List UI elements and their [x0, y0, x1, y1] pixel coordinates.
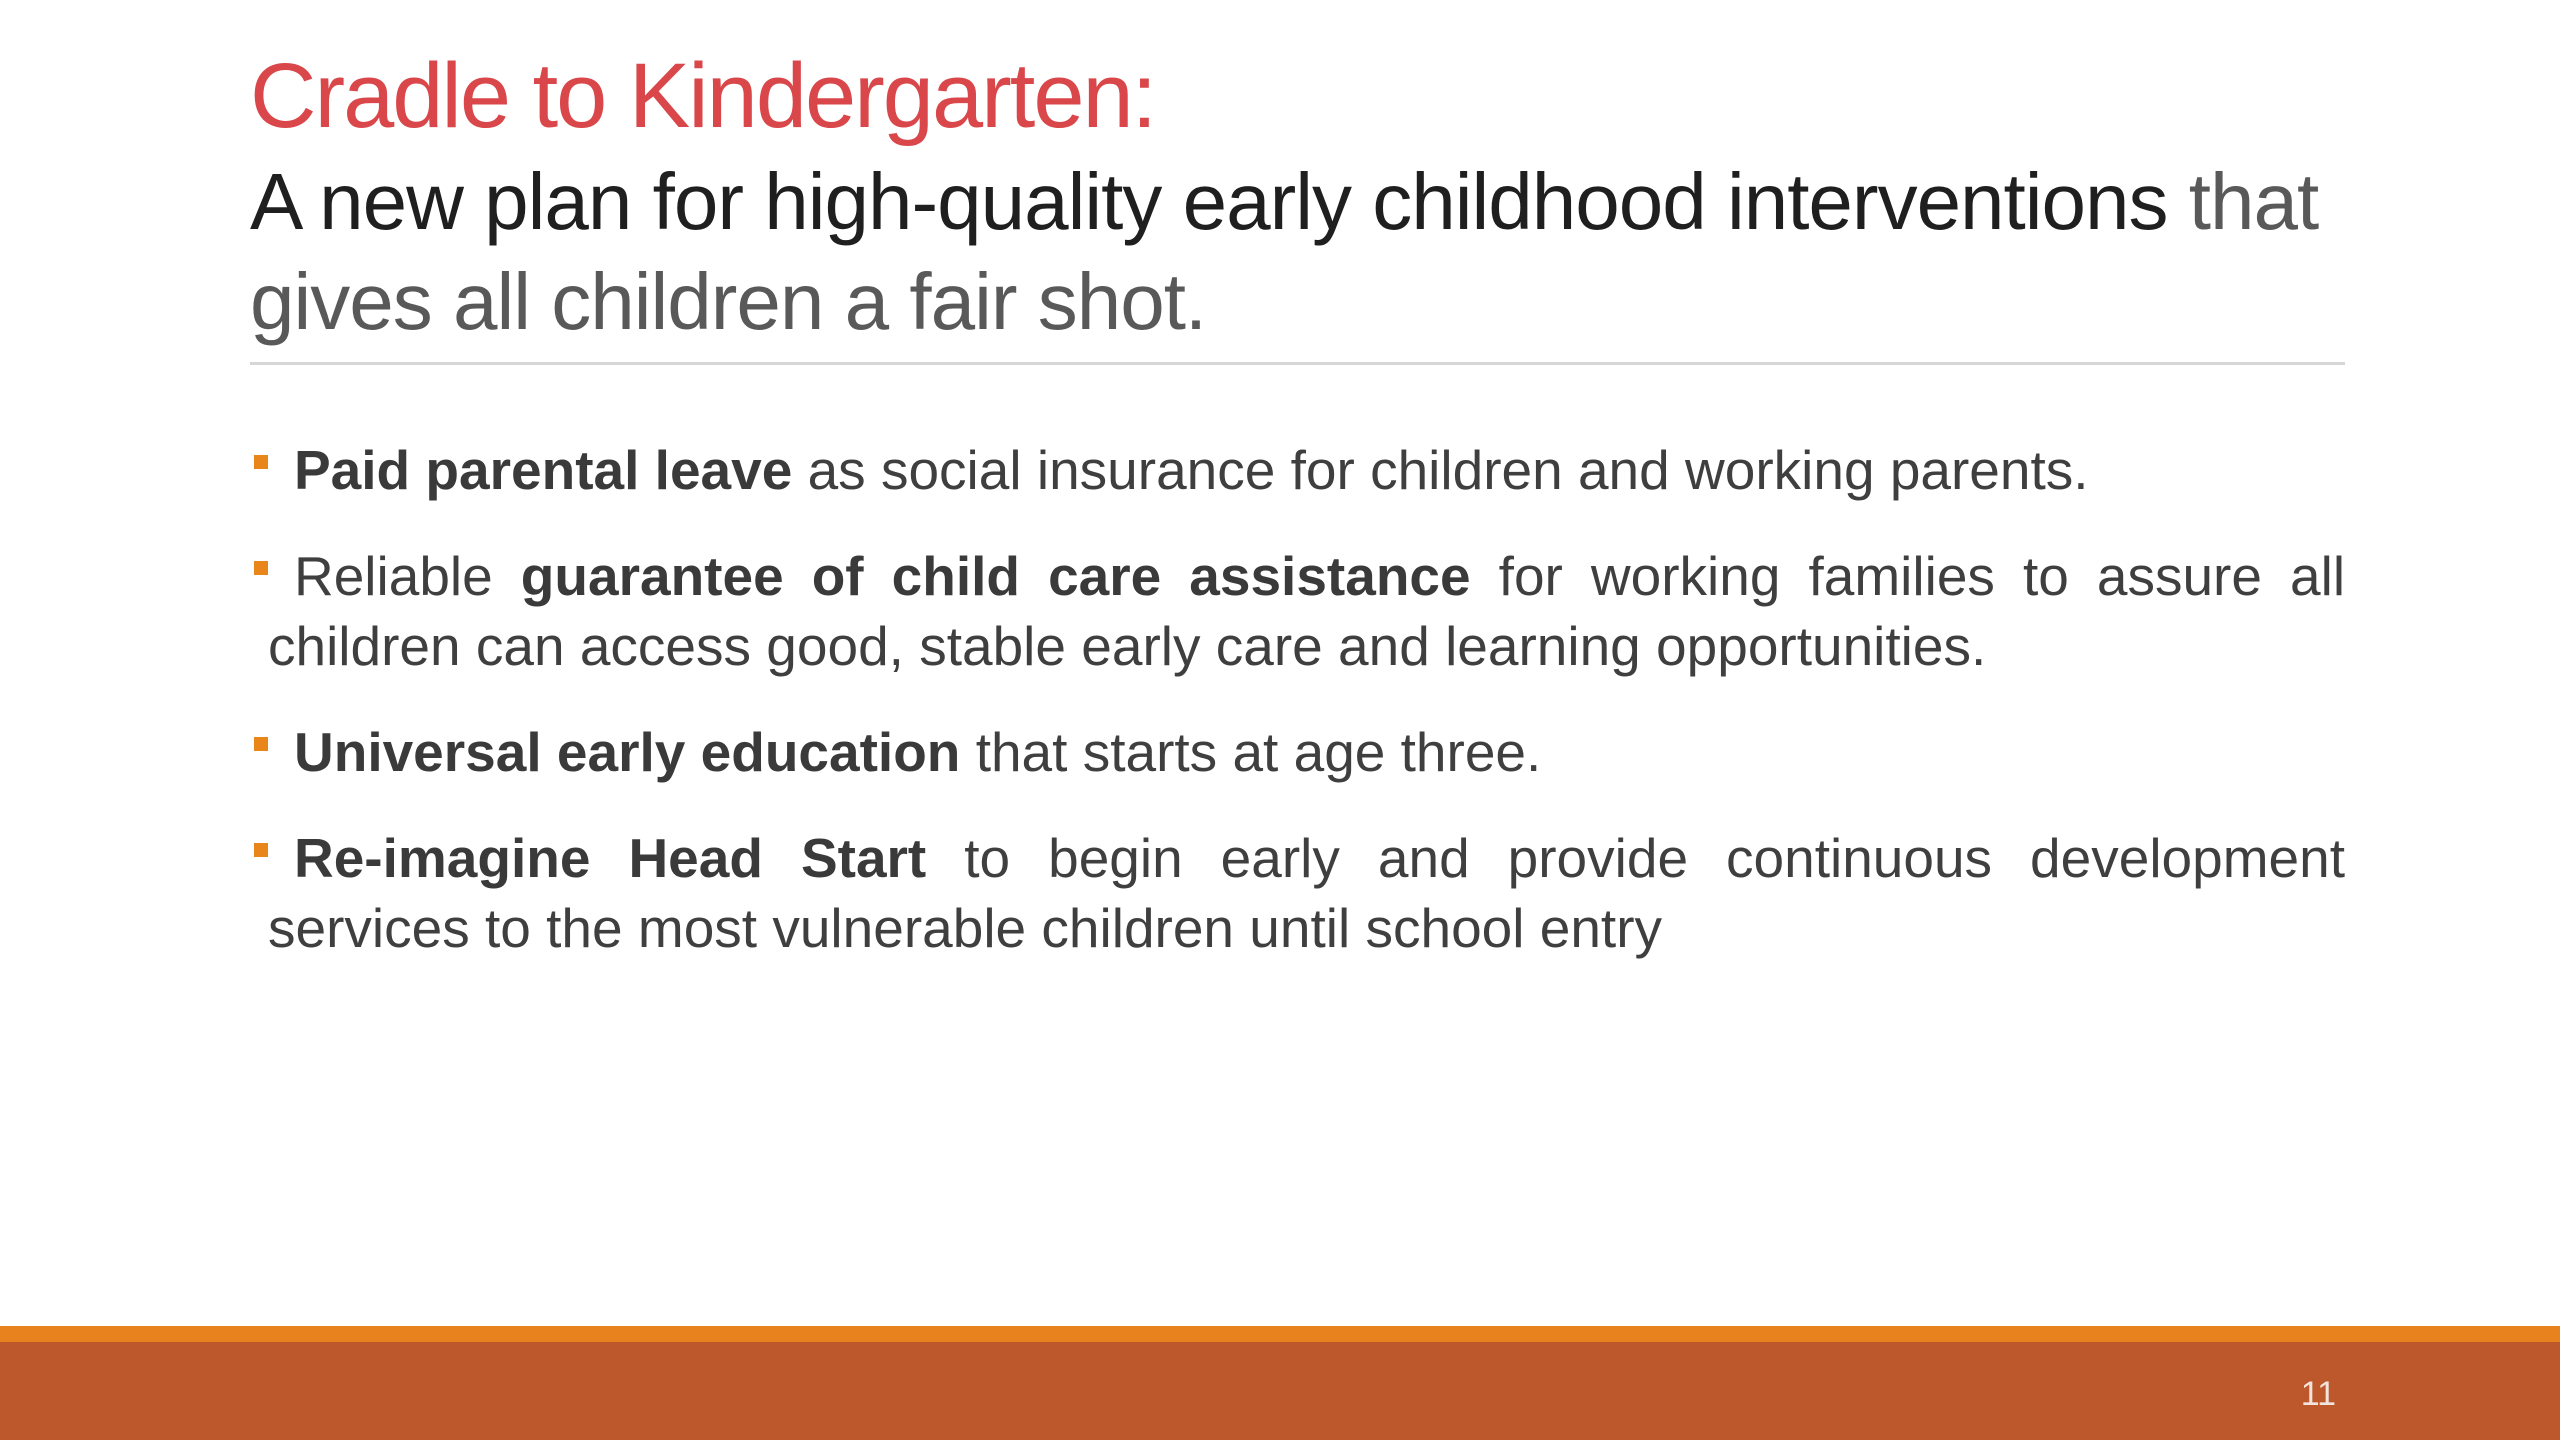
bullet-item [250, 823, 2345, 963]
slide-subtitle [250, 152, 2345, 352]
bullet-item [250, 541, 2345, 681]
bullet-text: that starts at age three. [975, 721, 1542, 783]
bullet-lead: Reliable [294, 545, 493, 607]
bullet-item [250, 435, 2345, 505]
bullet-bold: Re-imagine Head Start [294, 827, 927, 889]
page-number: 11 [2300, 1375, 2336, 1413]
square-bullet-icon [254, 843, 268, 857]
bullet-list [250, 435, 2345, 999]
square-bullet-icon [254, 455, 268, 469]
bullet-bold: Universal early education [294, 721, 961, 783]
footer-bar [0, 1342, 2560, 1440]
title-block [250, 40, 2345, 352]
square-bullet-icon [254, 561, 268, 575]
bullet-text: as social insurance for children and working parents. [807, 439, 2089, 501]
subtitle-part-1: A new plan for high-quality early childhood interventions [250, 157, 2168, 246]
bullet-bold: Paid parental leave [294, 439, 793, 501]
bullet-item [250, 717, 2345, 787]
bullet-bold: guarantee of child care assistance [520, 545, 1471, 607]
subtitle-part-2: that gives all children a fair shot. [250, 157, 2319, 346]
slide-title: Cradle to Kindergarten: [250, 45, 1156, 147]
bullet-text: to begin early and provide continuous development services to the most vulnerable children until school entry [268, 827, 2345, 959]
bullet-text: for working families to assure all children can access good, stable early care and learning opportunities. [268, 545, 2346, 677]
title-divider [250, 362, 2345, 365]
square-bullet-icon [254, 737, 268, 751]
footer-stripe [0, 1326, 2560, 1342]
